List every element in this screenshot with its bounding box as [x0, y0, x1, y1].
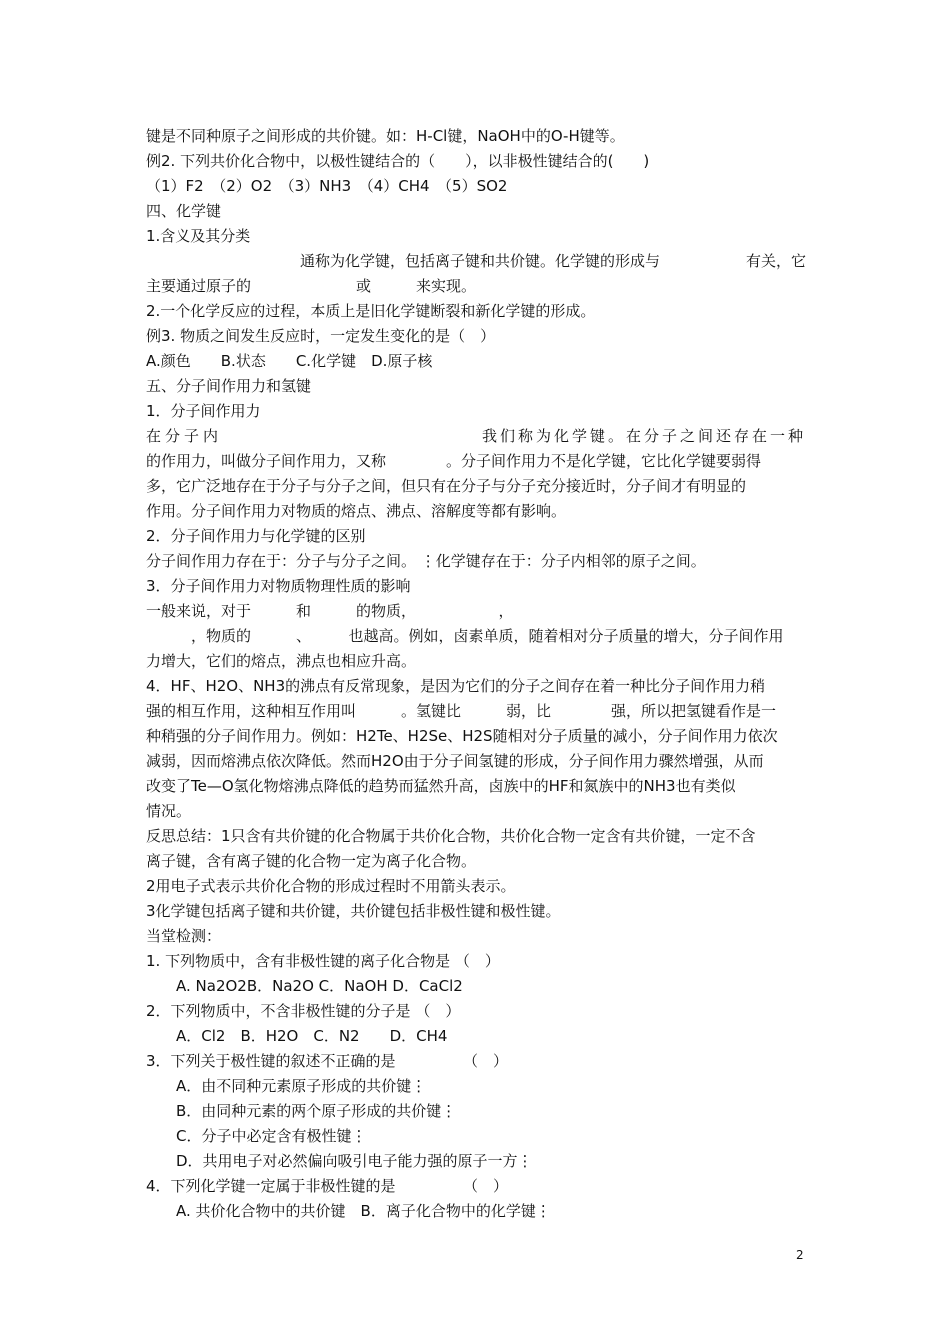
text-line: 4．HF、H2O、NH3的沸点有反常现象，是因为它们的分子之间存在着一种比分子间作用力稍 [146, 677, 766, 695]
text-segment: 通称为化学键，包括离子键和共价键。化学键的形成与 [300, 252, 661, 270]
question-3-option-b: B．由同种元素的两个原子形成的共价键⋮ [176, 1102, 457, 1120]
text-line: 种稍强的分子间作用力。例如：H2Te、H2Se、H2S随相对分子质量的减小，分子间作用力依次 [146, 727, 778, 745]
question-1-options: A. Na2O2B．Na2O C．NaOH D．CaCl2 [176, 977, 463, 995]
subheading: 2．分子间作用力与化学键的区别 [146, 527, 366, 545]
question-2: 2．下列物质中，不含非极性键的分子是 （ ） [146, 1002, 461, 1020]
question-3-option-a: A．由不同种元素原子形成的共价键⋮ [176, 1077, 427, 1095]
question-2-options: A．Cl2 B．H2O C．N2 D．CH4 [176, 1027, 448, 1045]
text-line: 离子键，含有离子键的化合物一定为离子化合物。 [146, 852, 477, 870]
example-2-options: （1）F2 （2）O2 （3）NH3 （4）CH4 （5）SO2 [146, 177, 508, 195]
text-line-blank-fill [146, 249, 806, 274]
text-line: 多，它广泛地存在于分子与分子之间，但只有在分子与分子充分接近时，分子间才有明显的 [146, 477, 747, 495]
section-heading-intermolecular: 五、分子间作用力和氢键 [146, 377, 312, 395]
question-4-options: A. 共价化合物中的共价键 B．离子化合物中的化学键⋮ [176, 1202, 551, 1220]
section-heading-quiz: 当堂检测： [146, 927, 222, 945]
subheading: 1．分子间作用力 [146, 402, 261, 420]
document-body [146, 124, 806, 1224]
text-line: 强的相互作用，这种相互作用叫 。氢键比 弱，比 强，所以把氢键看作是一 [146, 702, 777, 720]
text-line: 分子间作用力存在于：分子与分子之间。 ⋮化学键存在于：分子内相邻的原子之间。 [146, 552, 706, 570]
text-segment: 有关，它 [745, 252, 806, 270]
text-line: 键是不同种原子之间形成的共价键。如：H-Cl键，NaOH中的O-H键等。 [146, 127, 625, 145]
text-segment: 在分子内 [146, 427, 223, 445]
text-line: 减弱，因而熔沸点依次降低。然而H2O由于分子间氢键的形成，分子间作用力骤然增强，从而 [146, 752, 764, 770]
text-segment: 我们称为化学键。在分子之间还存在一种 [481, 427, 806, 445]
page-number: 2 [796, 1248, 804, 1262]
subheading: 3．分子间作用力对物质物理性质的影响 [146, 577, 411, 595]
question-3-option-d: D．共用电子对必然偏向吸引电子能力强的原子一方⋮ [176, 1152, 533, 1170]
example-2-line: 例2. 下列共价化合物中，以极性键结合的（ ），以非极性键结合的( ) [146, 152, 650, 170]
section-heading-chemical-bond: 四、化学键 [146, 202, 222, 220]
text-line: 的作用力，叫做分子间作用力，又称 。分子间作用力不是化学键，它比化学键要弱得 [146, 452, 762, 470]
subheading-definition: 1.含义及其分类 [146, 227, 251, 245]
text-line: ，物质的 、 也越高。例如，卤素单质，随着相对分子质量的增大，分子间作用 [146, 627, 784, 645]
question-1: 1. 下列物质中，含有非极性键的离子化合物是 （ ） [146, 952, 500, 970]
question-4: 4．下列化学键一定属于非极性键的是 （ ） [146, 1177, 509, 1195]
text-line: 作用。分子间作用力对物质的熔点、沸点、溶解度等都有影响。 [146, 502, 567, 520]
question-3: 3．下列关于极性键的叙述不正确的是 （ ） [146, 1052, 509, 1070]
text-line: 改变了Te—O氢化物熔沸点降低的趋势而猛然升高，卤族中的HF和氮族中的NH3也有类似 [146, 777, 736, 795]
example-3-line: 例3. 物质之间发生反应时，一定发生变化的是（ ） [146, 327, 496, 345]
text-line: 2用电子式表示共价化合物的形成过程时不用箭头表示。 [146, 877, 516, 895]
reflection-summary: 反思总结：1只含有共价键的化合物属于共价化合物，共价化合物一定含有共价键，一定不含 [146, 827, 756, 845]
text-line: 3化学键包括离子键和共价键，共价键包括非极性键和极性键。 [146, 902, 561, 920]
text-line: 力增大，它们的熔点，沸点也相应升高。 [146, 652, 417, 670]
text-line: 情况。 [146, 802, 192, 820]
question-3-option-c: C．分子中必定含有极性键⋮ [176, 1127, 367, 1145]
example-3-options: A.颜色 B.状态 C.化学键 D.原子核 [146, 352, 433, 370]
text-line: 一般来说，对于 和 的物质， ， [146, 602, 514, 620]
text-line-blank-fill [146, 424, 806, 449]
text-line: 2.一个化学反应的过程，本质上是旧化学键断裂和新化学键的形成。 [146, 302, 596, 320]
text-line: 主要通过原子的 或 来实现。 [146, 277, 477, 295]
